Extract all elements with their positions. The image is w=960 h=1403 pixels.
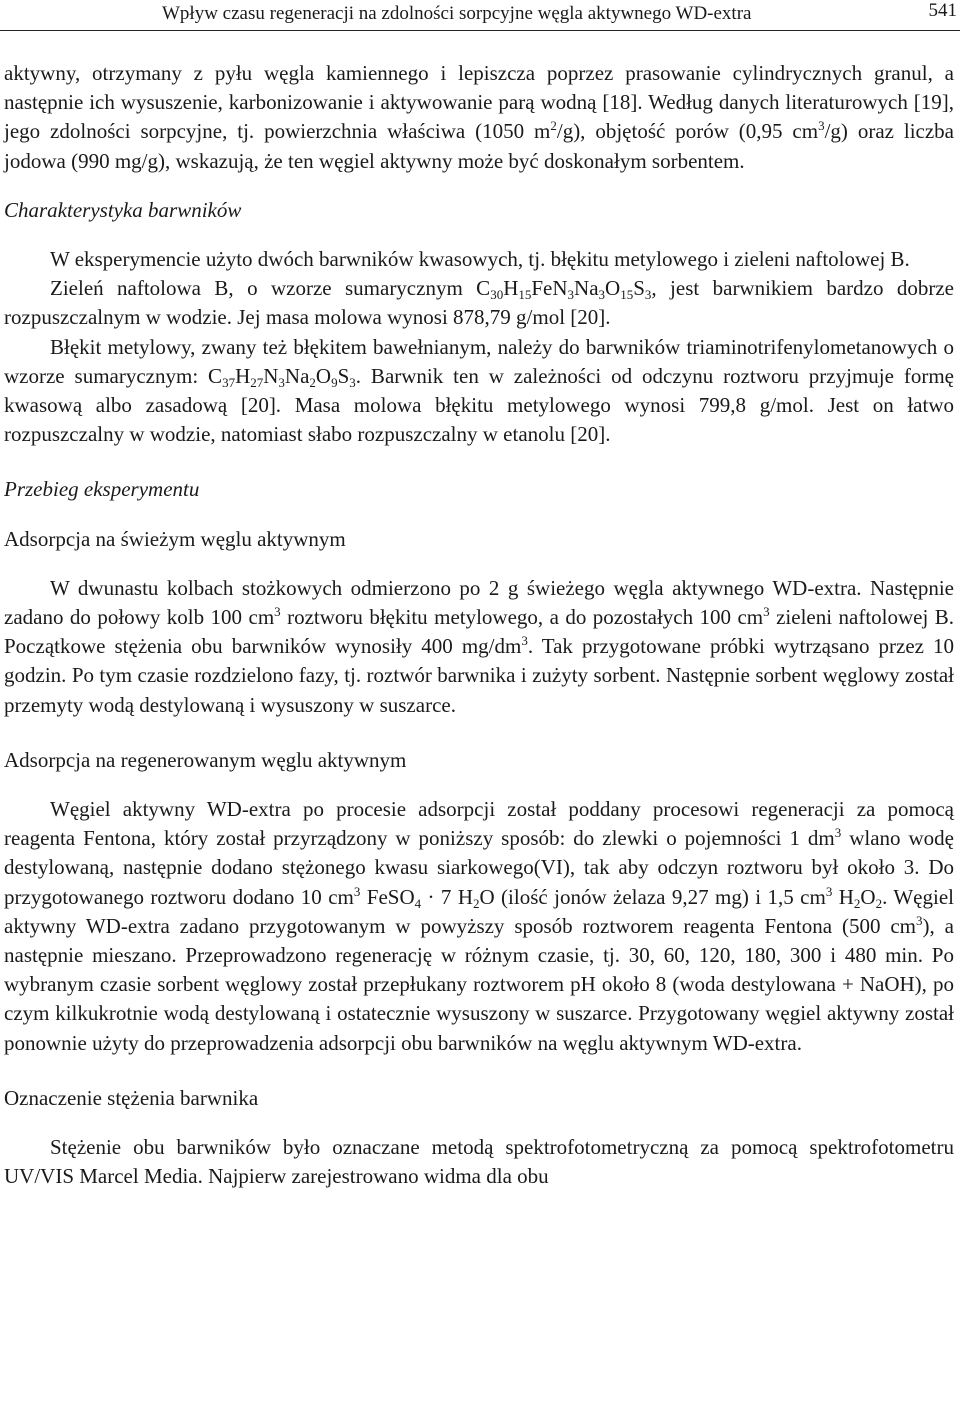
subsection-heading-regenerated: Adsorpcja na regenerowanym węglu aktywnym	[4, 747, 407, 772]
page-number: 541	[928, 0, 957, 21]
running-head	[0, 0, 960, 31]
subsection-heading-fresh: Adsorpcja na świeżym węglu aktywnym	[4, 526, 346, 551]
body-text	[4, 59, 954, 1192]
dyes-paragraph-3: Błękit metylowy, zwany też błękitem bawełnianym, należy do barwników triaminotrifenylometanowych o wzorze sumarycznym: $C_{37}H_{27}N_3Na_2O_9S_3$. Barwnik ten w zależności od odczynu roztworu przyjmuje formę kwasową albo zasadową [20]. Masa molowa błękitu metylowego wynosi 799,8 g/mol. Jest on łatwo rozpuszczalny w wodzie, natomiast słabo rozpuszczalny w etanolu [20].	[4, 334, 954, 447]
subsection-heading-concentration: Oznaczenie stężenia barwnika	[4, 1085, 259, 1110]
section-heading-dyes: Charakterystyka barwników	[4, 197, 242, 222]
dyes-paragraph-2: Zieleń naftolowa B, o wzorze sumarycznym $C_{30}H_{15}FeN_3Na_3O_{15}S_3$, jest barwnikiem bardzo dobrze rozpuszczalnym w wodzie. Jej masa molowa wynosi 878,79 g/mol [20].	[4, 276, 954, 330]
regeneration-paragraph: Węgiel aktywny WD-extra po procesie adsorpcji został poddany procesowi regeneracji za pomocą reagenta Fentona, który został przyrządzony w poniższy sposób: do zlewki o pojemności 1 $dm^3$ wlano wodę destylowaną, następnie dodano stężonego kwasu siarkowego(VI), tak aby odczyn roztworu był około 3. Do przygotowanego roztworu dodano 10 $cm^3$ FeSO$_4$ · 7 $H_2O$ (ilość jonów żelaza 9,27 mg) i 1,5 $cm^3$ $H_2O_2$. Węgiel aktywny WD-extra zadano przygotowanym w powyższy sposób roztworem reagenta Fentona (500 $cm^3$), a następnie mieszano. Przeprowadzono regenerację w różnym czasie, tj. 30, 60, 120, 180, 300 i 480 min. Po wybranym czasie sorbent węglowy został przepłukany roztworem pH około 8 (woda destylowana + NaOH), po czym kilkukrotnie wodą destylowaną i ostatecznie wysuszony w suszarce. Przygotowany węgiel aktywny został ponownie użyty do przeprowadzenia adsorpcji obu barwników na węglu aktywnym WD-extra.	[4, 797, 955, 1055]
running-head-title: Wpływ czasu regeneracji na zdolności sorpcyjne węgla aktywnego WD-extra	[162, 3, 752, 24]
dyes-paragraph-1: W eksperymencie użyto dwóch barwników kwasowych, tj. błękitu metylowego i zieleni naftolowej B.	[50, 247, 910, 272]
intro-paragraph: aktywny, otrzymany z pyłu węgla kamiennego i lepiszcza poprzez prasowanie cylindrycznych granul, a następnie ich wysuszenie, karbonizowanie i aktywowanie parą wodną [18]. Według danych literaturowych [19], jego zdolności sorpcyjne, tj. powierzchnia właściwa (1050 $m^2/g$), objętość porów (0,95 $cm^3/g$) oraz liczba jodowa (990 mg/g), wskazują, że ten węgiel aktywny może być doskonałym sorbentem.	[4, 61, 954, 173]
concentration-paragraph: Stężenie obu barwników było oznaczane metodą spektrofotometryczną za pomocą spektrofotometru UV/VIS Marcel Media. Najpierw zarejestrowano widma dla obu	[4, 1135, 954, 1189]
section-heading-experiment: Przebieg eksperymentu	[4, 477, 200, 502]
fresh-adsorption-paragraph: W dwunastu kolbach stożkowych odmierzono po 2 g świeżego węgla aktywnego WD-extra. Następnie zadano do połowy kolb 100 $cm^3$ roztworu błękitu metylowego, a do pozostałych 100 $cm^3$ zieleni naftolowej B. Początkowe stężenia obu barwników wynosiły 400 $mg/dm^3$. Tak przygotowane próbki wytrząsano przez 10 godzin. Po tym czasie rozdzielono fazy, tj. roztwór barwnika i zużyty sorbent. Następnie sorbent węglowy został przemyty wodą destylowaną i wysuszony w suszarce.	[4, 575, 955, 717]
